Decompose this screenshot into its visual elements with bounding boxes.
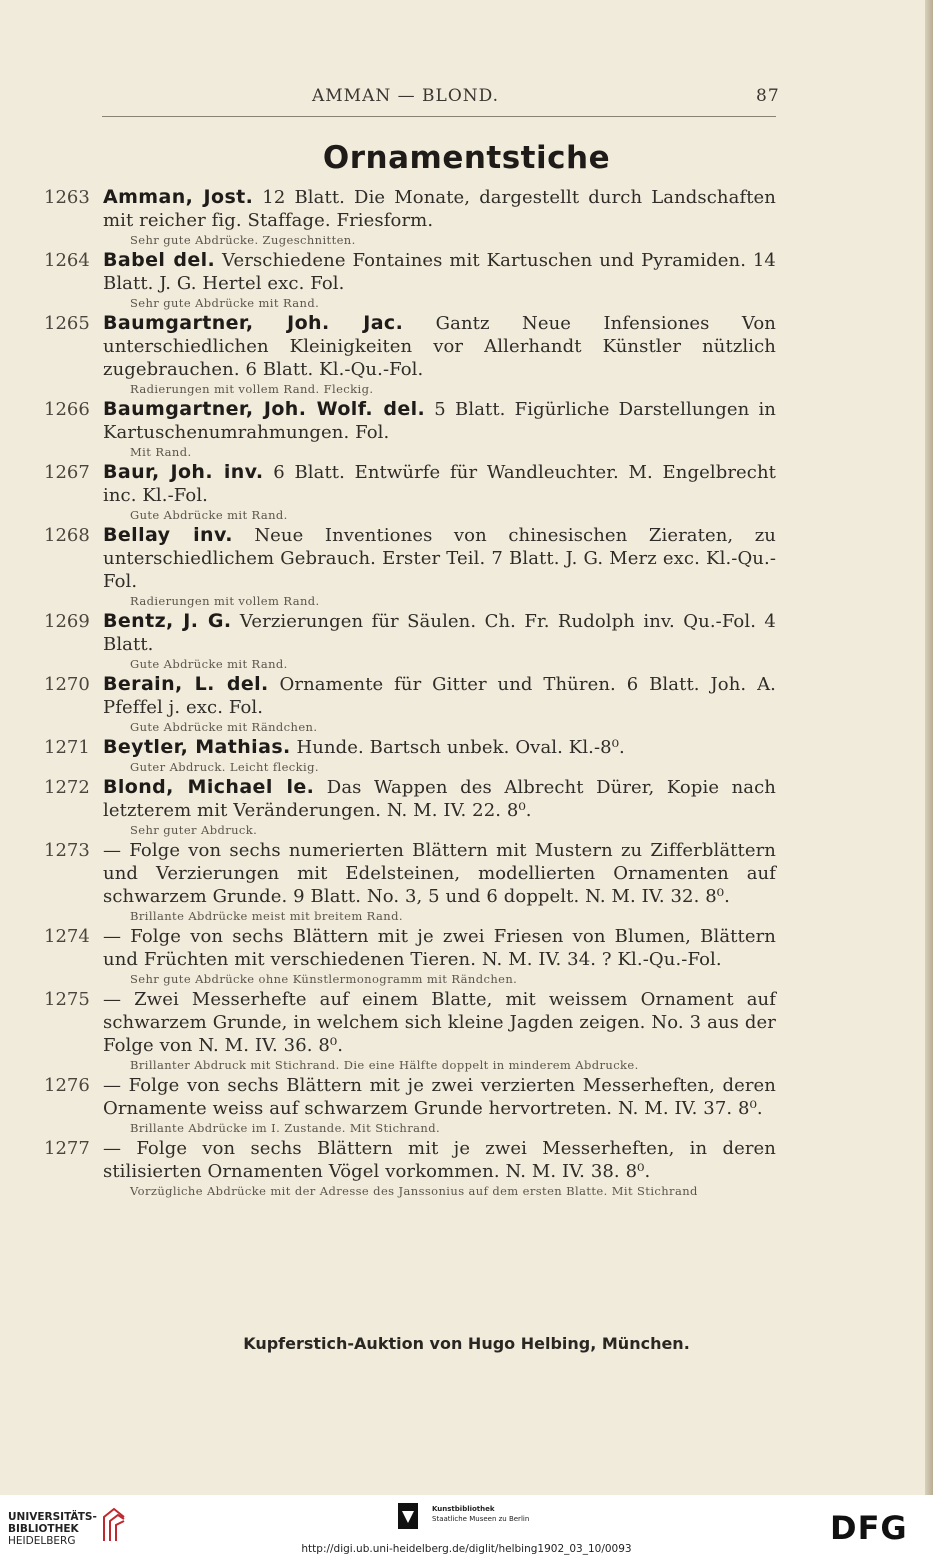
entry-text: — Folge von sechs Blättern mit je zwei Messerheften, in deren stilisierten Ornamenten Vögel vorkommen. N. M. IV. 38. 8⁰.	[103, 1138, 776, 1182]
entry-condition-note: Mit Rand.	[130, 445, 192, 459]
entry-text: — Folge von sechs Blättern mit je zwei Friesen von Blumen, Blättern und Früchten mit verschiedenen Tieren. N. M. IV. 34. ? Kl.-Qu.-Fol.	[103, 926, 776, 970]
dfg-logo[interactable]: DFG	[830, 1509, 908, 1547]
ub-heidelberg-mark-icon	[100, 1505, 128, 1545]
permalink-url[interactable]: http://digi.ub.uni-heidelberg.de/diglit/helbing1902_03_10/0093	[301, 1543, 632, 1555]
entry-description	[103, 839, 776, 908]
entry-condition-note: Sehr gute Abdrücke. Zugeschnitten.	[130, 233, 356, 247]
ub-logo-line2: BIBLIOTHEK	[8, 1523, 79, 1535]
entry-description	[103, 925, 776, 971]
entry-text: Neue Inventiones von chinesischen Zieraten, zu unterschiedlichem Gebrauch. Erster Teil. 7 Blatt. J. G. Merz exc. Kl.-Qu.-Fol.	[103, 525, 776, 592]
entry-number: 1265	[44, 313, 90, 334]
entry-artist: Blond, Michael le.	[103, 776, 315, 798]
entry-text: — Folge von sechs Blättern mit je zwei verzierten Messerheften, deren Ornamente weiss auf schwarzem Grunde hervortreten. N. M. IV. 37. 8⁰.	[103, 1075, 776, 1119]
catalogue-entry	[0, 398, 933, 459]
entry-artist: Berain, L. del.	[103, 673, 269, 695]
entry-condition-note: Vorzügliche Abdrücke mit der Adresse des Janssonius auf dem ersten Blatte. Mit Stichrand	[130, 1184, 698, 1198]
entry-description	[103, 461, 776, 507]
catalogue-entry	[0, 249, 933, 310]
entry-description	[103, 988, 776, 1057]
running-title: AMMAN — BLOND.	[312, 86, 500, 106]
entry-number: 1266	[44, 399, 90, 420]
entry-description	[103, 186, 776, 232]
kunstbibliothek-text	[432, 1504, 529, 1524]
ub-logo-line3: HEIDELBERG	[8, 1535, 76, 1547]
catalogue-entry	[0, 673, 933, 734]
kb-line2: Staatliche Museen zu Berlin	[432, 1515, 530, 1523]
entry-text: — Folge von sechs numerierten Blättern mit Mustern zu Zifferblättern und Verzierungen mit Edelsteinen, modellierten Ornamenten auf schwarzem Grunde. 9 Blatt. No. 3, 5 und 6 doppelt. N. M. IV. 32. 8⁰.	[103, 840, 776, 907]
catalogue-entry	[0, 839, 933, 923]
entry-number: 1276	[44, 1075, 90, 1096]
entry-text: Ornamente für Gitter und Thüren. 6 Blatt. Joh. A. Pfeffel j. exc. Fol.	[103, 674, 777, 718]
entry-condition-note: Brillante Abdrücke im I. Zustande. Mit Stichrand.	[130, 1121, 441, 1135]
entry-condition-note: Brillanter Abdruck mit Stichrand. Die eine Hälfte doppelt in minderem Abdrucke.	[130, 1058, 639, 1072]
entry-text: — Zwei Messerhefte auf einem Blatte, mit weissem Ornament auf schwarzem Grunde, in welchem sich kleine Jagden zeigen. No. 3 aus der Folge von N. M. IV. 36. 8⁰.	[103, 989, 776, 1056]
catalogue-entry	[0, 1074, 933, 1135]
entry-description	[103, 398, 776, 444]
catalogue-entry	[0, 312, 933, 396]
entry-number: 1268	[44, 525, 90, 546]
entry-description	[103, 776, 776, 822]
page-number: 87	[756, 86, 780, 106]
ub-heidelberg-logo[interactable]	[8, 1511, 97, 1547]
catalogue-entry	[0, 461, 933, 522]
section-heading: Ornamentstiche	[322, 140, 611, 176]
entry-artist: Beytler, Mathias.	[103, 736, 291, 758]
entry-number: 1267	[44, 462, 90, 483]
entry-artist: Baumgartner, Joh. Jac.	[103, 312, 404, 334]
entry-artist: Amman, Jost.	[103, 186, 254, 208]
entry-text: 12 Blatt. Die Monate, dargestellt durch Landschaften mit reicher fig. Staffage. Friesform.	[103, 187, 776, 231]
ub-logo-line1: UNIVERSITÄTS-	[8, 1511, 97, 1523]
catalogue-entry	[0, 524, 933, 608]
catalogue-entry	[0, 610, 933, 671]
entry-number: 1277	[44, 1138, 90, 1159]
entry-text: Verzierungen für Säulen. Ch. Fr. Rudolph inv. Qu.-Fol. 4 Blatt.	[103, 611, 776, 655]
entry-number: 1269	[44, 611, 90, 632]
entry-number: 1271	[44, 737, 90, 758]
entry-description	[103, 524, 776, 593]
catalogue-entry	[0, 776, 933, 837]
entry-condition-note: Sehr guter Abdruck.	[130, 823, 258, 837]
entry-text: Gantz Neue Infensiones Von unterschiedlichen Kleinigkeiten vor Allerhandt Künstler nützlich zugebrauchen. 6 Blatt. Kl.-Qu.-Fol.	[103, 313, 776, 380]
entry-description	[103, 736, 776, 759]
entry-description	[103, 673, 776, 719]
entry-text: 5 Blatt. Figürliche Darstellungen in Kartuschenumrahmungen. Fol.	[103, 399, 776, 443]
auction-footer: Kupferstich-Auktion von Hugo Helbing, München.	[243, 1334, 690, 1353]
header-rule	[102, 116, 776, 117]
catalogue-entry	[0, 1137, 933, 1198]
entry-description	[103, 1137, 776, 1183]
entry-condition-note: Gute Abdrücke mit Rand.	[130, 508, 288, 522]
entry-condition-note: Gute Abdrücke mit Rändchen.	[130, 720, 318, 734]
entry-text: Hunde. Bartsch unbek. Oval. Kl.-8⁰.	[290, 737, 625, 758]
entry-condition-note: Guter Abdruck. Leicht fleckig.	[130, 760, 319, 774]
entry-number: 1270	[44, 674, 90, 695]
entry-artist: Baur, Joh. inv.	[103, 461, 264, 483]
entry-artist: Bellay inv.	[103, 524, 233, 546]
entry-number: 1273	[44, 840, 90, 861]
kunstbibliothek-logo-icon	[398, 1503, 418, 1529]
entry-artist: Bentz, J. G.	[103, 610, 232, 632]
entry-condition-note: Radierungen mit vollem Rand.	[130, 594, 320, 608]
catalogue-entry	[0, 736, 933, 774]
entry-description	[103, 312, 776, 381]
entry-number: 1275	[44, 989, 90, 1010]
running-head	[0, 86, 933, 108]
catalogue-entry	[0, 988, 933, 1072]
catalogue-entries	[0, 186, 933, 1200]
kb-line1: Kunstbibliothek	[432, 1505, 495, 1513]
entry-description	[103, 1074, 776, 1120]
entry-text: Verschiedene Fontaines mit Kartuschen und Pyramiden. 14 Blatt. J. G. Hertel exc. Fol.	[103, 250, 776, 294]
entry-condition-note: Sehr gute Abdrücke mit Rand.	[130, 296, 320, 310]
entry-condition-note: Gute Abdrücke mit Rand.	[130, 657, 288, 671]
catalogue-entry	[0, 186, 933, 247]
entry-text: Das Wappen des Albrecht Dürer, Kopie nach letzterem mit Veränderungen. N. M. IV. 22. 8⁰.	[103, 777, 777, 821]
entry-description	[103, 610, 776, 656]
entry-condition-note: Sehr gute Abdrücke ohne Künstlermonogramm mit Rändchen.	[130, 972, 518, 986]
entry-description	[103, 249, 776, 295]
library-footer-bar	[0, 1495, 933, 1559]
entry-number: 1264	[44, 250, 90, 271]
entry-number: 1272	[44, 777, 90, 798]
entry-condition-note: Radierungen mit vollem Rand. Fleckig.	[130, 382, 374, 396]
entry-condition-note: Brillante Abdrücke meist mit breitem Rand.	[130, 909, 403, 923]
catalogue-entry	[0, 925, 933, 986]
entry-artist: Baumgartner, Joh. Wolf. del.	[103, 398, 426, 420]
entry-number: 1263	[44, 187, 90, 208]
entry-number: 1274	[44, 926, 90, 947]
entry-text: 6 Blatt. Entwürfe für Wandleuchter. M. Engelbrecht inc. Kl.-Fol.	[103, 462, 776, 506]
entry-artist: Babel del.	[103, 249, 216, 271]
